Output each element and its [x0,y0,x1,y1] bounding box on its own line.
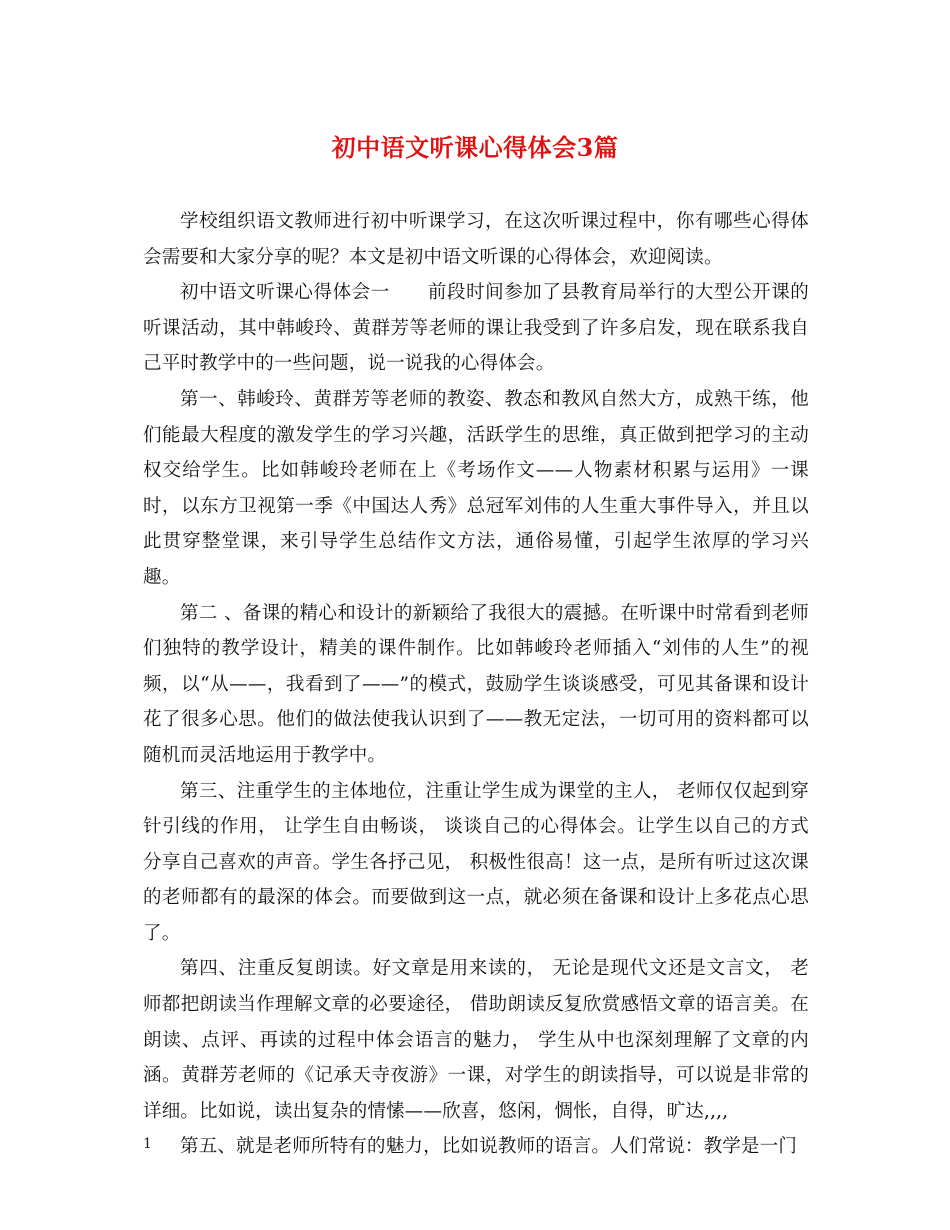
document-title: 初中语文听课心得体会3篇 [331,133,619,162]
paragraph-section-one: 初中语文听课心得体会一 前段时间参加了县教育局举行的大型公开课的听课活动，其中韩峻玲、黄群芳等老师的课让我受到了许多启发，现在联系我自己平时教学中的一些问题，说一说我的心得体会。 [143,282,809,375]
paragraph-point-three: 第三、注重学生的主体地位，注重让学生成为课堂的主人， 老师仅仅起到穿针引线的作用， 让学生自由畅谈， 谈谈自己的心得体会。让学生以自己的方式分享自己喜欢的声音。学生各抒己见， 积极性很高！这一点，是所有听过这次课的老师都有的最深的体会。而要做到这一点，就必须在备课和设计上多花点心思了。 [143,780,809,944]
paragraph-point-four: 第四、注重反复朗读。好文章是用来读的， 无论是现代文还是文言文， 老师都把朗读当作理解文章的必要途径， 借助朗读反复欣赏感悟文章的语言美。在朗读、点评、再读的过程中体会语言的魅力， 学生从中也深刻理解了文章的内涵。黄群芳老师的《记承天寺夜游》一课，对学生的朗读指导，可以说是非常的详细。比如说，读出复杂的情愫——欣喜，悠闲，惆怅，自得，旷达,,,, [143,958,809,1122]
paragraph-point-one: 第一、韩峻玲、黄群芳等老师的教姿、教态和教风自然大方，成熟干练，他们能最大程度的激发学生的学习兴趣，活跃学生的思维，真正做到把学习的主动权交给学生。比如韩峻玲老师在上《考场作文——人物素材积累与运用》一课时，以东方卫视第一季《中国达人秀》总冠军刘伟的人生重大事件导入，并且以此贯穿整堂课，来引导学生总结作文方法，通俗易懂，引起学生浓厚的学习兴趣。 [143,388,809,588]
document-body [143,204,809,1165]
paragraph-intro: 学校组织语文教师进行初中听课学习，在这次听课过程中，你有哪些心得体会需要和大家分享的呢？本文是初中语文听课的心得体会，欢迎阅读。 [143,211,809,268]
paragraph-point-two: 第二 、备课的精心和设计的新颖给了我很大的震撼。在听课中时常看到老师们独特的教学设计，精美的课件制作。比如韩峻玲老师插入“刘伟的人生”的视频，以“从——，我看到了——”的模式，鼓励学生谈谈感受，可见其备课和设计花了很多心思。他们的做法使我认识到了——教无定法，一切可用的资料都可以随机而灵活地运用于教学中。 [143,602,809,766]
page-number: 1 [143,1136,152,1152]
paragraph-point-five: 第五、就是老师所特有的魅力，比如说教师的语言。人们常说：教学是一门 [180,1136,798,1158]
